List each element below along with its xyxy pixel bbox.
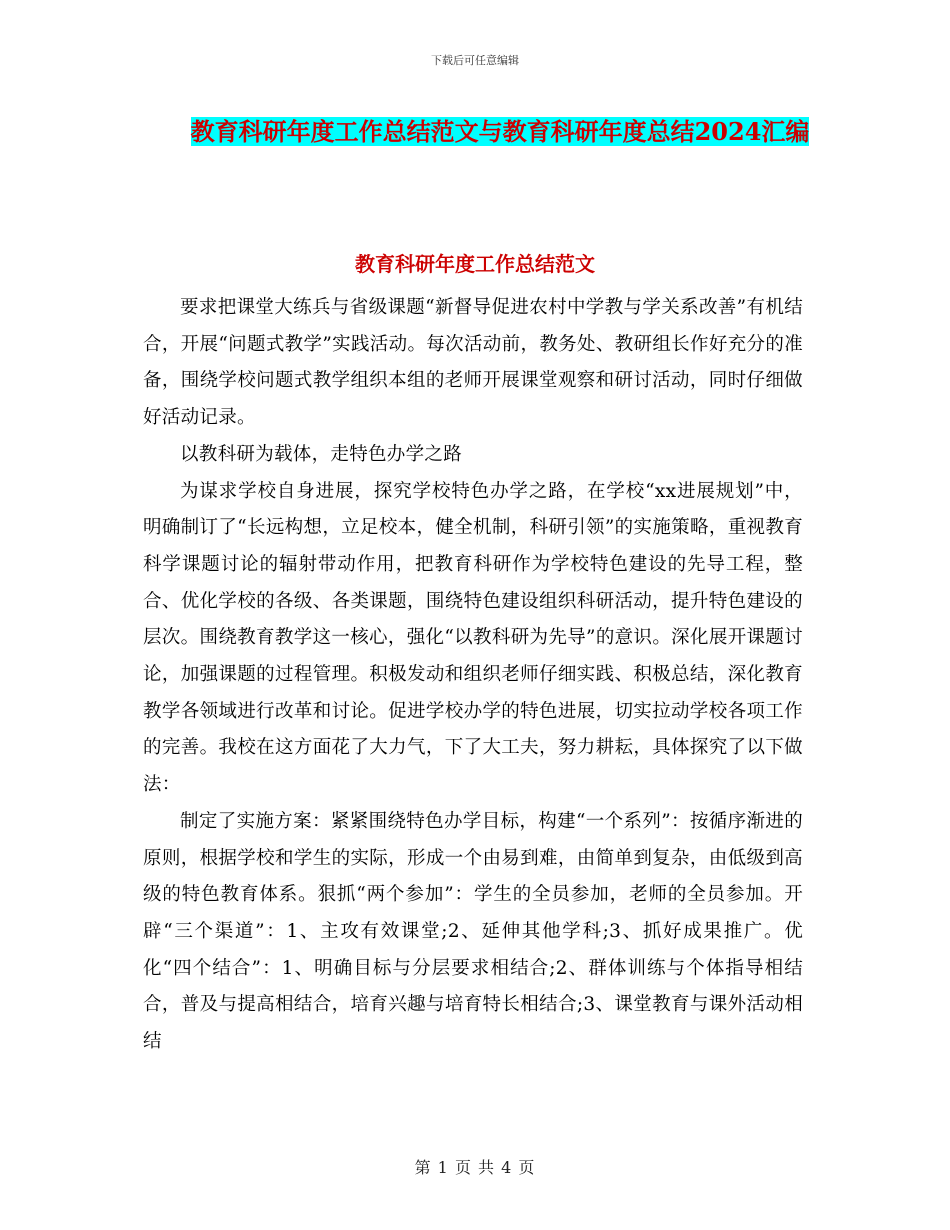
body-paragraph: 以教科研为载体，走特色办学之路 <box>180 443 463 465</box>
page-number-footer: 第 1 页 共 4 页 <box>414 1158 536 1177</box>
body-paragraph: 要求把课堂大练兵与省级课题“新督导促进农村中学教与学关系改善”有机结合，开展“问题式教学”实践活动。每次活动前，教务处、教研组长作好充分的准备，围绕学校问题式教学组织本组的老师开展课堂观察和研讨活动，同时仔细做好活动记录。 <box>143 297 803 429</box>
body-paragraph: 为谋求学校自身进展，探究学校特色办学之路，在学校“xx进展规划”中，明确制订了“长远构想，立足校本，健全机制，科研引领”的实施策略，重视教育科学课题讨论的辐射带动作用，把教育科研作为学校特色建设的先导工程，整合、优化学校的各级、各类课题，围绕特色建设组织科研活动，提升特色建设的层次。围绕教育教学这一核心，强化“以教科研为先导”的意识。深化展开课题讨论，加强课题的过程管理。积极发动和组织老师仔细实践、积极总结，深化教育教学各领域进行改革和讨论。促进学校办学的特色进展，切实拉动学校各项工作的完善。我校在这方面花了大力气，下了大工夫，努力耕耘，具体探究了以下做法： <box>143 480 803 796</box>
document-title-block <box>190 108 810 156</box>
document-body <box>143 290 803 1061</box>
body-paragraph: 制定了实施方案：紧紧围绕特色办学目标，构建“一个系列”：按循序渐进的原则，根据学校和学生的实际，形成一个由易到难，由简单到复杂，由低级到高级的特色教育体系。狠抓“两个参加”：学生的全员参加，老师的全员参加。开辟“三个渠道”：1、主攻有效课堂;2、延伸其他学科;3、抓好成果推广。优化“四个结合”：1、明确目标与分层要求相结合;2、群体训练与个体指导相结合，普及与提高相结合，培育兴趣与培育特长相结合;3、课堂教育与课外活动相结 <box>143 810 803 1053</box>
document-title: 教育科研年度工作总结范文与教育科研年度总结2024汇编 <box>190 117 810 146</box>
section-subtitle: 教育科研年度工作总结范文 <box>355 252 595 276</box>
page-header-note: 下载后可任意编辑 <box>431 54 519 67</box>
